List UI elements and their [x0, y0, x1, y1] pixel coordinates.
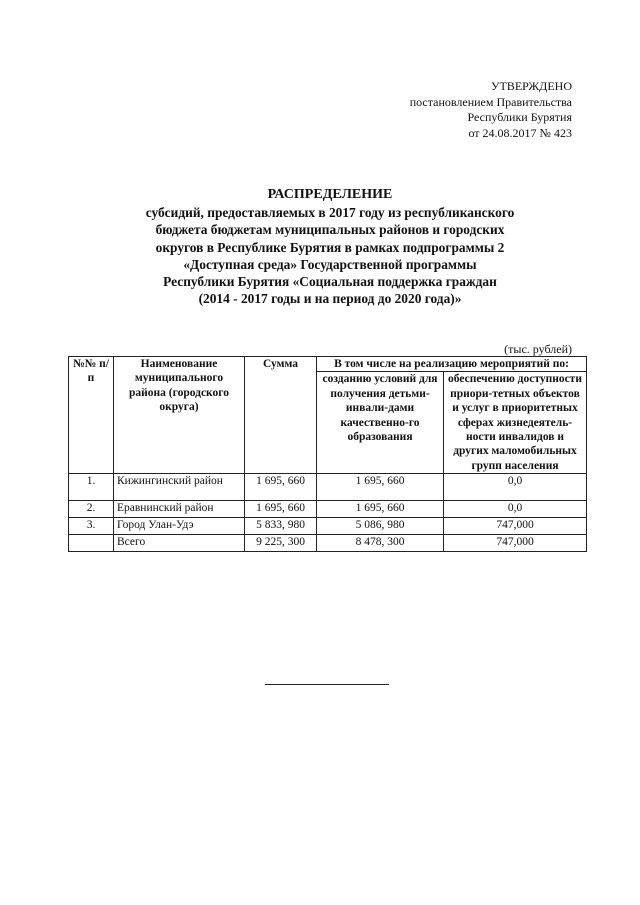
footer-divider: [265, 684, 389, 685]
header-group: В том числе на реализацию мероприятий по:: [317, 357, 587, 372]
cell-sum: 5 833, 980: [245, 518, 317, 535]
cell-name: Еравнинский район: [114, 501, 245, 518]
cell-v1: 1 695, 660: [317, 501, 444, 518]
header-num: №№ п/п: [69, 357, 114, 474]
title-line: округов в Республике Бурятия в рамках подпрограммы 2: [155, 239, 505, 255]
cell-num: 1.: [69, 474, 114, 501]
cell-name: Город Улан-Удэ: [114, 518, 245, 535]
title-line: «Доступная среда» Государственной программы: [183, 256, 477, 272]
header-sum: Сумма: [245, 357, 317, 474]
cell-sum: 9 225, 300: [245, 535, 317, 552]
approval-decree: постановлением Правительства: [409, 94, 572, 109]
document-title: [90, 186, 570, 307]
approval-date-number: от 24.08.2017 № 423: [468, 125, 572, 140]
table-row: [69, 518, 587, 535]
cell-num: [69, 535, 114, 552]
header-sub2: обеспечению доступности приори-тетных объектов и услуг в приоритетных сферах жизнедеятель-ности инвалидов и других маломобильных групп населения: [444, 372, 587, 474]
table-row-total: [69, 535, 587, 552]
table-row: [69, 474, 587, 501]
approval-heading: УТВЕРЖДЕНО: [490, 79, 572, 93]
table-row: [69, 501, 587, 518]
distribution-table: [68, 356, 587, 552]
title-main: РАСПРЕДЕЛЕНИЕ: [267, 187, 393, 202]
cell-v2: 747,000: [444, 518, 587, 535]
cell-v1: 5 086, 980: [317, 518, 444, 535]
cell-sum: 1 695, 660: [245, 501, 317, 518]
cell-v2: 0,0: [444, 501, 587, 518]
cell-v2: 747,000: [444, 535, 587, 552]
cell-v1: 1 695, 660: [317, 474, 444, 501]
title-line: Республики Бурятия «Социальная поддержка граждан: [163, 274, 497, 290]
cell-v2: 0,0: [444, 474, 587, 501]
cell-name: Кижингинский район: [114, 474, 245, 501]
cell-num: 3.: [69, 518, 114, 535]
cell-v1: 8 478, 300: [317, 535, 444, 552]
cell-name: Всего: [114, 535, 245, 552]
cell-num: 2.: [69, 501, 114, 518]
header-name: Наименование муниципального района (городского округа): [114, 357, 245, 474]
title-line: бюджета бюджетам муниципальных районов и городских: [155, 222, 505, 238]
header-sub1: созданию условий для получения детьми-инвали-дами качественно-го образования: [317, 372, 444, 474]
title-line: субсидий, предоставляемых в 2017 году из республиканского: [145, 205, 515, 221]
units-note: (тыс. рублей): [504, 342, 572, 356]
approval-authority: Республики Бурятия: [467, 110, 572, 124]
title-line: (2014 - 2017 годы и на период до 2020 года)»: [198, 291, 462, 307]
cell-sum: 1 695, 660: [245, 474, 317, 501]
approval-stamp: [410, 79, 572, 141]
